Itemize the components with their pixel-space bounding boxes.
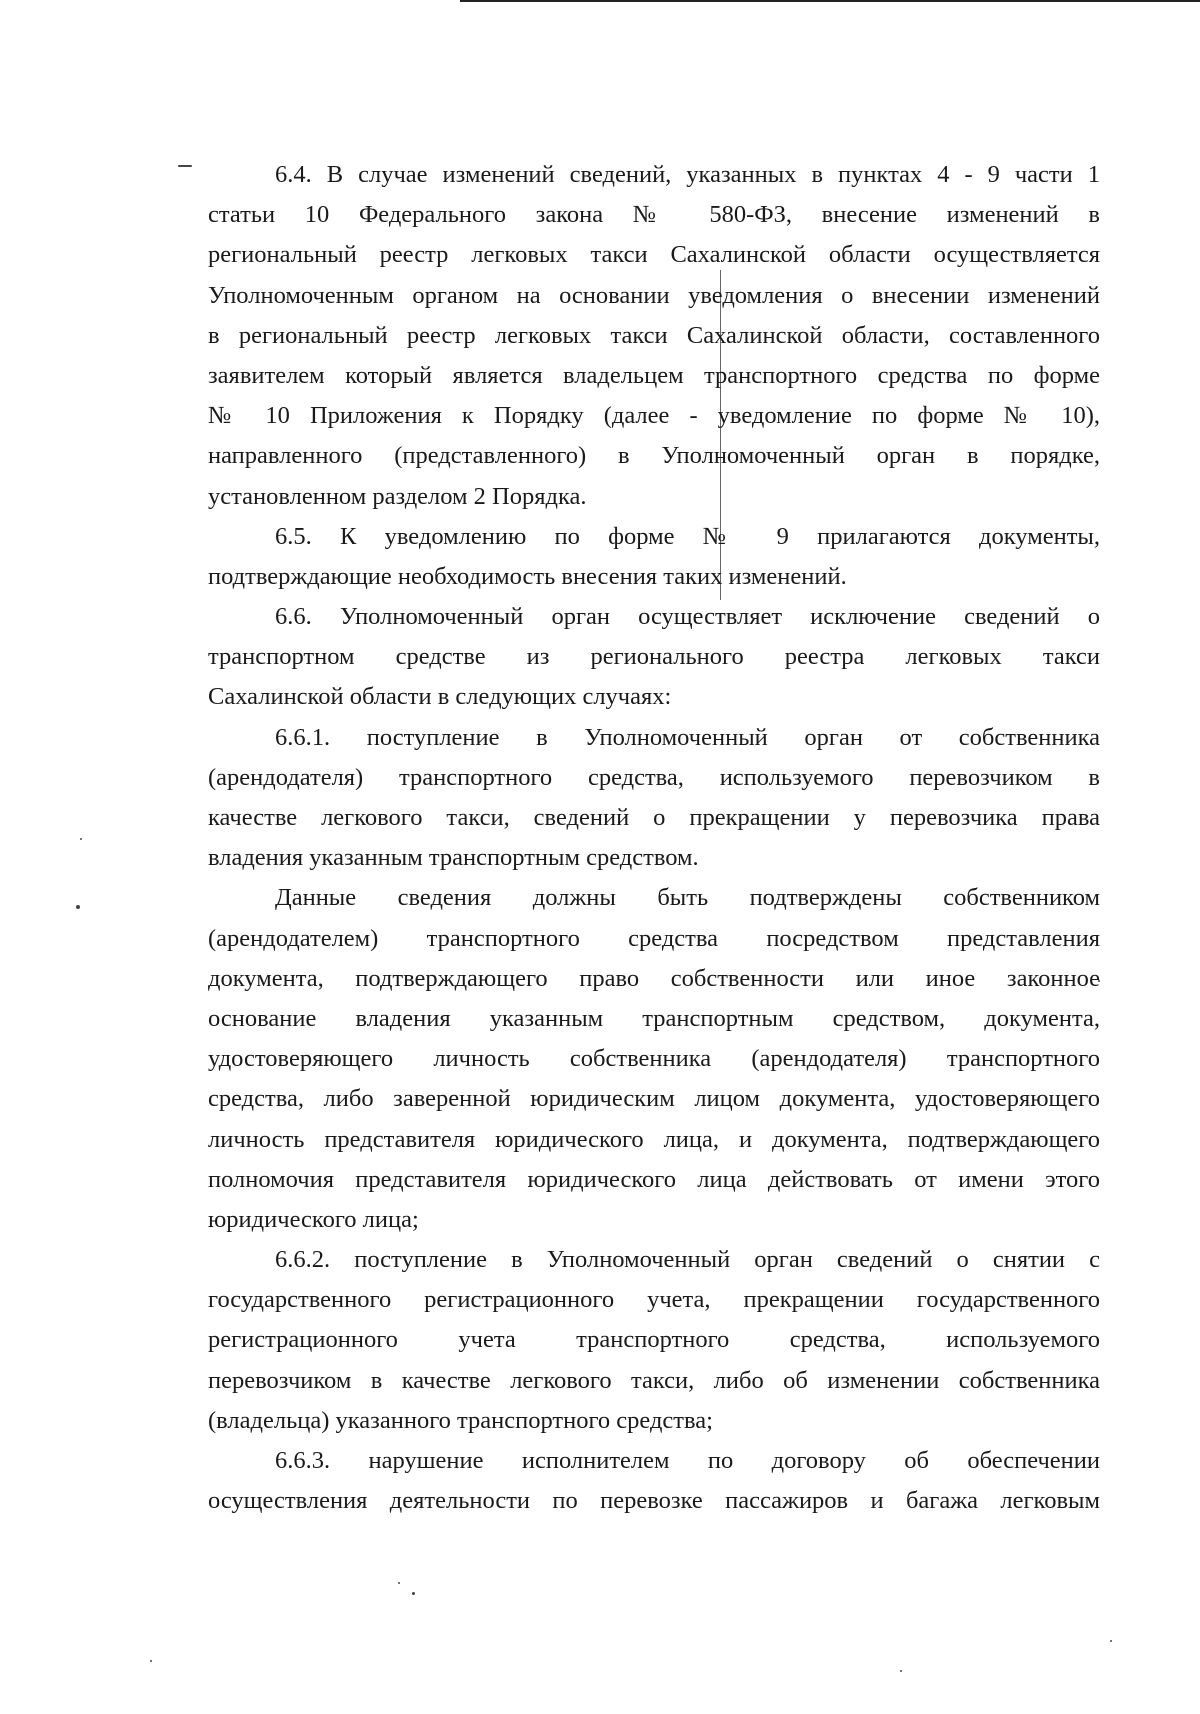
paragraph-6-6-2: [208, 1240, 1100, 1441]
scan-speck: [398, 1582, 400, 1584]
paragraph-6-5: [208, 517, 1100, 597]
text-line: Сахалинской области в следующих случаях:: [208, 683, 672, 711]
text-line: статьи 10 Федерального закона № 580-ФЗ, внесение изменений в: [208, 201, 1100, 229]
scan-speck: [80, 838, 82, 840]
document-body: [208, 155, 1100, 1521]
text-line: государственного регистрационного учета, прекращении государственного: [208, 1286, 1100, 1314]
text-line: средства, либо заверенной юридическим лицом документа, удостоверяющего: [208, 1085, 1100, 1113]
text-line: (арендодателя) транспортного средства, используемого перевозчиком в: [208, 763, 1100, 791]
text-line: 6.6.1. поступление в Уполномоченный орган от собственника: [275, 723, 1100, 751]
paragraph-6-6-1: [208, 718, 1100, 879]
text-line: полномочия представителя юридического лица действовать от имени этого: [208, 1165, 1100, 1193]
scan-speck: [900, 1670, 902, 1672]
paragraph-6-4: [208, 155, 1100, 517]
text-line: личность представителя юридического лица, и документа, подтверждающего: [208, 1125, 1100, 1153]
text-line: Уполномоченным органом на основании уведомления о внесении изменений: [208, 281, 1100, 309]
text-line: 6.6.2. поступление в Уполномоченный орган сведений о снятии с: [275, 1246, 1100, 1274]
scan-speck: [178, 165, 192, 167]
text-line: 6.6.3. нарушение исполнителем по договору об обеспечении: [275, 1447, 1100, 1474]
text-line: осуществления деятельности по перевозке пассажиров и багажа легковым: [208, 1487, 1100, 1515]
text-line: Данные сведения должны быть подтверждены собственником: [275, 884, 1100, 912]
text-line: регистрационного учета транспортного средства, используемого: [208, 1326, 1100, 1354]
text-line: основание владения указанным транспортным средством, документа,: [208, 1004, 1100, 1032]
text-line: № 10 Приложения к Порядку (далее - уведомление по форме № 10),: [208, 402, 1100, 430]
text-line: 6.6. Уполномоченный орган осуществляет исключение сведений о: [275, 603, 1100, 631]
scan-speck: [76, 905, 80, 909]
text-line: в региональный реестр легковых такси Сахалинской области, составленного: [208, 321, 1100, 349]
scan-speck: [150, 1660, 152, 1662]
text-line: подтверждающие необходимость внесения таких изменений.: [208, 562, 847, 590]
text-line: 6.4. В случае изменений сведений, указанных в пунктах 4 - 9 части 1: [275, 161, 1100, 188]
paragraph-6-6: [208, 597, 1100, 718]
text-line: направленного (представленного) в Уполномоченный орган в порядке,: [208, 442, 1100, 470]
text-line: качестве легкового такси, сведений о прекращении у перевозчика права: [208, 804, 1100, 831]
text-line: юридического лица;: [208, 1205, 419, 1233]
text-line: региональный реестр легковых такси Сахалинской области осуществляется: [208, 241, 1100, 269]
text-line: (владельца) указанного транспортного средства;: [208, 1406, 713, 1434]
text-line: перевозчиком в качестве легкового такси, либо об изменении собственника: [208, 1366, 1100, 1394]
scan-speck: [412, 1592, 415, 1595]
text-line: удостоверяющего личность собственника (арендодателя) транспортного: [208, 1045, 1100, 1073]
paragraph-data: [208, 878, 1100, 1240]
text-line: (арендодателем) транспортного средства посредством представления: [208, 924, 1100, 952]
text-line: заявителем который является владельцем транспортного средства по форме: [208, 361, 1100, 389]
text-line: владения указанным транспортным средством.: [208, 844, 699, 872]
text-line: транспортном средстве из регионального реестра легковых такси: [208, 643, 1100, 671]
scan-top-edge-line: [460, 0, 1200, 2]
text-line: документа, подтверждающего право собственности или иное законное: [208, 964, 1100, 992]
scan-speck: [1110, 1640, 1112, 1642]
text-line: 6.5. К уведомлению по форме № 9 прилагаются документы,: [275, 522, 1100, 550]
paragraph-6-6-3: [208, 1441, 1100, 1521]
text-line: установленном разделом 2 Порядка.: [208, 482, 587, 510]
